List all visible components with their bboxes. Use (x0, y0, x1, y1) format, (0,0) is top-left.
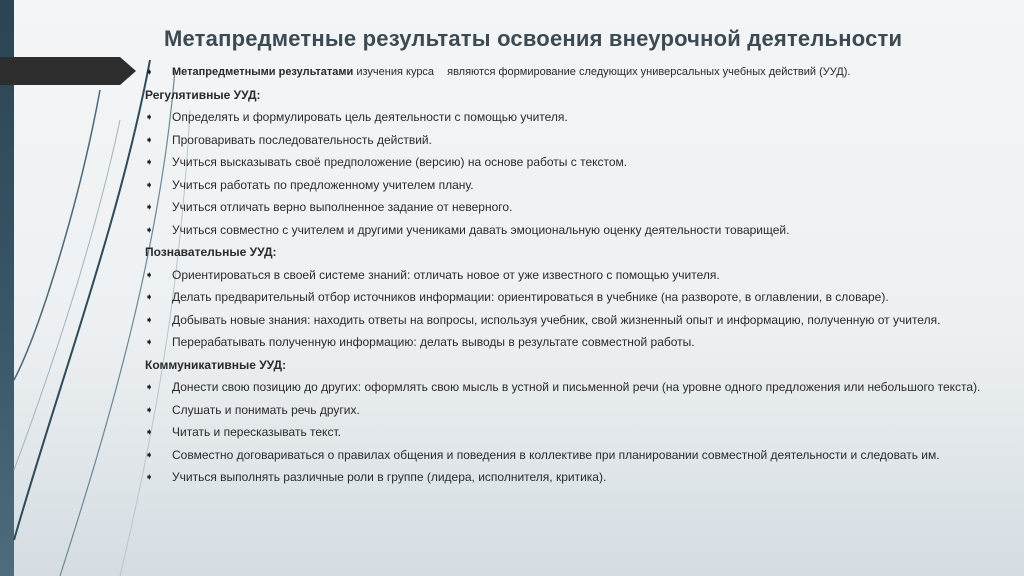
list-item-text: Учиться отличать верно выполненное задание от неверного. (172, 200, 513, 214)
list-item (145, 404, 995, 418)
bullet-arrow-icon: ➧ (145, 67, 154, 78)
bullet-arrow-icon: ➧ (145, 269, 154, 281)
bullet-arrow-icon: ➧ (145, 179, 154, 191)
list-item-text: Читать и пересказывать текст. (172, 425, 341, 439)
list-item (145, 179, 995, 193)
page-title: Метапредметные результаты освоения внеурочной деятельности (164, 26, 903, 51)
list-item-text: Определять и формулировать цель деятельности с помощью учителя. (172, 110, 568, 124)
section-heading: Познавательные УУД: (145, 245, 277, 259)
list-item-text: Перерабатывать полученную информацию: делать выводы в результате совместной работы. (172, 335, 695, 349)
list-item (145, 201, 995, 215)
intro-text1: изучения курса (356, 66, 435, 78)
list-item-text: Учиться выполнять различные роли в группе (лидера, исполнителя, критика). (172, 470, 607, 484)
list-item (145, 426, 995, 440)
list-item (145, 471, 995, 485)
list-item-text: Ориентироваться в своей системе знаний: отличать новое от уже известного с помощью учителя. (172, 267, 720, 282)
list-item (145, 449, 995, 463)
intro-text2: являются формирование следующих универсальных учебных действий (УУД). (447, 66, 851, 78)
intro-item (145, 66, 995, 80)
list-item-text: Учиться высказывать своё предположение (версию) на основе работы с текстом. (172, 155, 628, 169)
list-item (145, 314, 995, 328)
bullet-arrow-icon: ➧ (145, 337, 154, 348)
bullet-arrow-icon: ➧ (145, 449, 154, 461)
bullet-arrow-icon: ➧ (145, 382, 154, 393)
bullet-arrow-icon: ➧ (145, 202, 154, 213)
sections-container (145, 89, 995, 485)
title-arrow-tab (0, 57, 136, 85)
list-item-text: Совместно договариваться о правилах общения и поведения в коллективе при планировании совместной деятельности и следовать им. (172, 447, 940, 462)
list-item-text: Делать предварительный отбор источников информации: ориентироваться в учебнике (на развороте, в оглавлении, в словаре). (172, 290, 889, 304)
bullet-arrow-icon: ➧ (145, 224, 154, 236)
list-item (145, 224, 995, 238)
section-heading: Коммуникативные УУД: (145, 357, 287, 372)
list-item-text: Добывать новые знания: находить ответы на вопросы, используя учебник, свой жизненный опыт и информацию, полученную от учителя. (172, 312, 941, 327)
list-item (145, 111, 995, 125)
section-heading: Регулятивные УУД: (145, 87, 261, 102)
bullet-arrow-icon: ➧ (145, 427, 154, 438)
list-item-text: Слушать и понимать речь других. (172, 402, 360, 417)
bullet-arrow-icon: ➧ (145, 112, 154, 123)
list-item (145, 336, 995, 350)
bullet-arrow-icon: ➧ (145, 292, 154, 303)
bullet-arrow-icon: ➧ (145, 157, 154, 168)
list-item (145, 134, 995, 148)
bullet-arrow-icon: ➧ (145, 404, 154, 416)
content-list (145, 66, 995, 494)
list-item (145, 291, 995, 305)
list-item (145, 156, 995, 170)
intro-bold: Метапредметными результатами (172, 66, 354, 78)
bullet-arrow-icon: ➧ (145, 314, 154, 326)
list-item (145, 269, 995, 283)
list-item-text: Учиться совместно с учителем и другими учениками давать эмоциональную оценку деятельности товарищей. (172, 222, 790, 237)
list-item (145, 381, 995, 395)
list-item-text: Донести свою позицию до других: оформлять свою мысль в устной и письменной речи (на уровне одного предложения или небольшого текста). (172, 380, 981, 394)
bullet-arrow-icon: ➧ (145, 472, 154, 483)
bullet-arrow-icon: ➧ (145, 134, 154, 146)
list-item-text: Проговаривать последовательность действий. (172, 132, 432, 147)
list-item-text: Учиться работать по предложенному учителем плану. (172, 177, 474, 192)
